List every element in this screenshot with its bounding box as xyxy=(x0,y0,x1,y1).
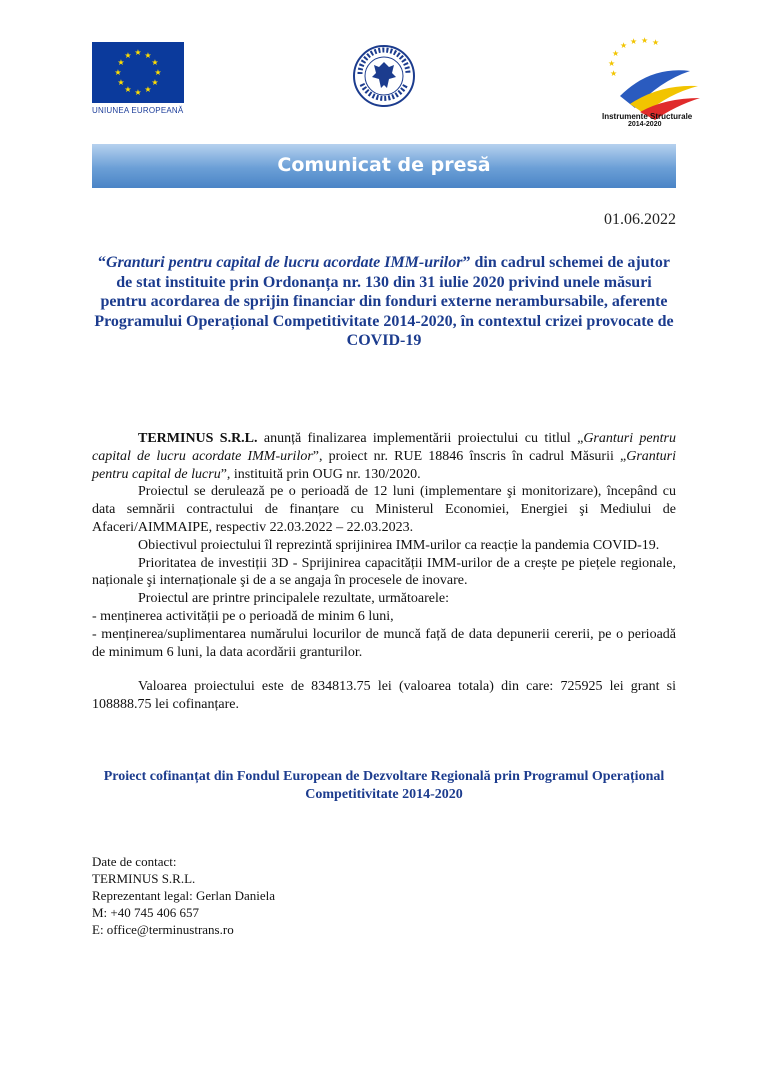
svg-text:★: ★ xyxy=(641,36,649,45)
svg-text:★: ★ xyxy=(610,69,618,78)
paragraph-results: Proiectul are printre principalele rezultate, următoarele: xyxy=(138,591,449,607)
paragraph-objective: Obiectivul proiectului îl reprezintă sprijinirea IMM-urilor ca reacție la pandemia COVID-19. xyxy=(138,537,660,553)
result-bullet-2: - menținerea/suplimentarea numărului locurilor de muncă față de data depunerii cererii, pe o perioadă de minimum 6 luni, la data acordării granturilor. xyxy=(92,626,676,660)
contact-heading: Date de contact: xyxy=(92,854,177,869)
svg-text:★: ★ xyxy=(620,41,628,50)
svg-text:★: ★ xyxy=(144,51,152,60)
svg-text:★: ★ xyxy=(630,37,638,46)
svg-text:★: ★ xyxy=(612,49,620,58)
eu-flag-icon xyxy=(92,42,184,103)
contact-block xyxy=(92,853,275,938)
banner-title: Comunicat de presă xyxy=(277,154,491,176)
press-release-banner xyxy=(92,144,676,188)
structural-instruments-caption: Instrumente Structurale xyxy=(602,112,693,121)
headline-title: Granturi pentru capital de lucru acordate IMM-urilor xyxy=(105,254,463,271)
svg-text:★: ★ xyxy=(134,88,142,97)
contact-representative: Reprezentant legal: Gerlan Daniela xyxy=(92,888,275,903)
result-bullet-1: - menținerea activității pe o perioadă de minim 6 luni, xyxy=(92,608,394,624)
paragraph-value: Valoarea proiectului este de 834813.75 lei (valoarea totala) din care: 725925 lei grant si 108888.75 lei cofinanțare. xyxy=(92,679,676,713)
svg-text:★: ★ xyxy=(151,58,159,67)
contact-company: TERMINUS S.R.L. xyxy=(92,871,196,886)
contact-phone: M: +40 745 406 657 xyxy=(92,905,200,920)
headline xyxy=(92,253,676,351)
body-text xyxy=(92,430,676,714)
company-name: TERMINUS S.R.L. xyxy=(138,431,258,446)
logo-header xyxy=(0,0,768,140)
structural-instruments-years: 2014-2020 xyxy=(628,121,662,128)
intro-text-b: ”, proiect nr. RUE 18846 înscris în cadrul Măsurii „ xyxy=(312,448,627,464)
spacer xyxy=(92,661,676,678)
headline-quote: “ xyxy=(97,254,106,271)
svg-text:★: ★ xyxy=(151,78,159,87)
svg-text:★: ★ xyxy=(114,68,122,77)
intro-text-a: anunță finalizarea implementării proiectului cu titlul „ xyxy=(257,431,584,446)
contact-email: E: office@terminustrans.ro xyxy=(92,922,234,937)
svg-text:★: ★ xyxy=(154,68,162,77)
eu-logo xyxy=(92,42,184,115)
paragraph-priority: Prioritatea de investiții 3D - Sprijinirea capacității IMM-urilor de a crește pe piețele regionale, naționale şi internaționale şi de a se angaja în procesele de inovare. xyxy=(92,555,676,589)
release-date: 01.06.2022 xyxy=(604,211,676,228)
svg-text:★: ★ xyxy=(117,58,125,67)
svg-text:★: ★ xyxy=(124,51,132,60)
headline-rest: ” din cadrul schemei de ajutor de stat instituite prin Ordonanța nr. 130 din 31 iulie 2020 privind unele măsuri pentru acordarea de sprijin financiar din fonduri externe nerambursabile, aferente Programului Operațional Competitivitate 2014-2020, în contextul crizei provocate de COVID-19 xyxy=(94,254,674,350)
svg-text:★: ★ xyxy=(608,59,616,68)
svg-text:★: ★ xyxy=(117,78,125,87)
intro-text-c: ”, instituită prin OUG nr. 130/2020. xyxy=(220,466,421,482)
cofinance-statement: Proiect cofinanțat din Fondul European de Dezvoltare Regională prin Programul Operațional Competitivitate 2014-2020 xyxy=(103,769,665,802)
project-title: Granturi pentru capital de lucru acordate IMM-urilor xyxy=(92,431,676,464)
svg-text:★: ★ xyxy=(134,48,142,57)
measure-title: Granturi pentru capital de lucru xyxy=(92,448,676,482)
svg-text:★: ★ xyxy=(124,85,132,94)
eu-caption: UNIUNEA EUROPEANĂ xyxy=(92,106,184,115)
government-seal-icon xyxy=(352,44,416,108)
eu-stars-icon xyxy=(92,42,184,103)
svg-text:★: ★ xyxy=(144,85,152,94)
svg-text:★: ★ xyxy=(652,38,660,47)
paragraph-intro xyxy=(92,430,676,483)
paragraph-duration: Proiectul se derulează pe o perioadă de 12 luni (implementare şi monitorizare), începând cu data semnării contractului de finanțare cu Ministerul Economiei, Energiei şi Mediului de Afaceri/AIMMAIPE, respectiv 22.03.2022 – 22.03.2023. xyxy=(92,484,676,535)
